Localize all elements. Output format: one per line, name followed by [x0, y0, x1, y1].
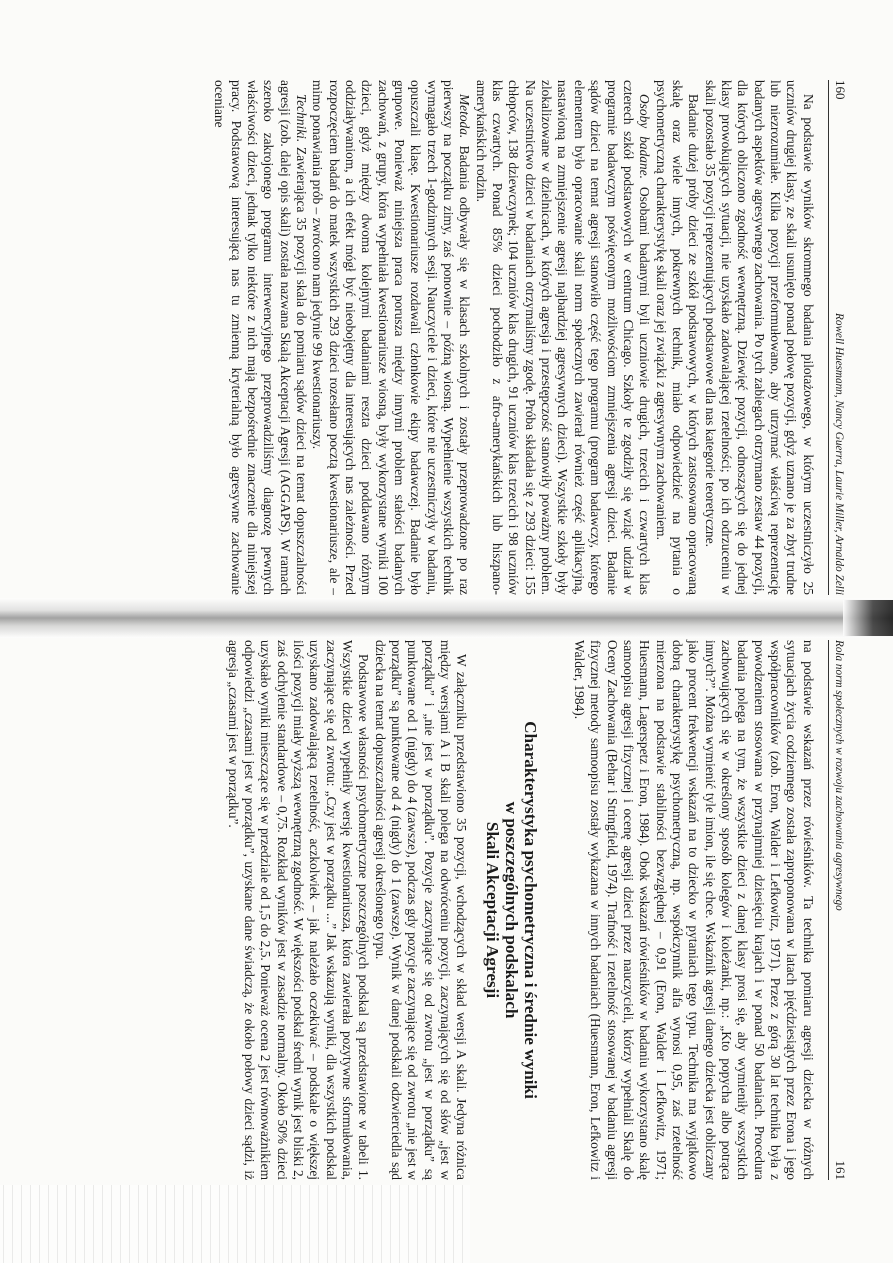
paragraph-osoby: [472, 80, 652, 595]
section-lead: Techniki.: [294, 94, 309, 143]
section-lead: Metoda.: [457, 94, 473, 139]
paragraph-techniki: [211, 80, 309, 595]
page-161: [138, 640, 848, 1180]
running-head-authors: Rowell Huesmann, Nancy Guerra, Laurie Miller, Arnaldo Zelli: [833, 313, 845, 595]
paragraph: Badanie dużej próby dzieci ze szkół podstawowych, w których zastosowano opracowaną skalę oraz wiele innych, pokrewnych technik, miało odpowiedzieć na pytania o psychometryczną charakterystykę skali oraz jej związki z agresywnym zachowaniem.: [653, 80, 702, 595]
heading-line: Skali Akceptacji Agresji: [483, 821, 503, 999]
scan-artifact: [0, 1185, 470, 1263]
running-header: [828, 640, 848, 1180]
section-lead: Osoby badane.: [637, 94, 653, 179]
section-text: Zawierająca 35 pozycji skala do pomiaru sądów dzieci na temat dopuszczalności agresji (zob. dalej opis skali) została nazwana Skalą Akceptacji Agresji (AGGAPS). W ramach szeroko zakrojonego programu interwencyjnego przeprowadziliśmy diagnozę pewnych właściwości dzieci, jednak tylko niektóre z nich mają bezpośrednie znaczenie dla niniejszej pracy. Podstawową interesującą nas tu zmienną kryterialną było agresywne zachowanie oceniane: [212, 80, 309, 595]
heading-line: w poszczególnych podskalach: [502, 801, 522, 1019]
page-number: 160: [833, 80, 848, 100]
running-head-title: Rola norm społecznych w rozwoju zachowania agresywnego: [833, 640, 845, 911]
page-160: [143, 80, 848, 595]
paragraph: na podstawie wskazań przez rówieśników. Ta technika pomiaru agresji dziecka w różnych sytuacjach życia codziennego została zaproponowana w latach pięćdziesiątych przez Erona i jego współpracowników (zob. Eron, Walder i Lefkowitz, 1971). Przez z górą 30 lat technika była z powodzeniem stosowana w przynajmniej dziesięciu krajach i w ponad 50 badaniach. Procedura badania polega na tym, że wszystkie dzieci z danej klasy prosi się, aby wymieniły wszystkich zachowujących się w określony sposób kolegów i koleżanki, np.: „Kto popycha albo potrąca innych?”. Można wymienić tyle imion, ile się chce. Wskaźnik agresji danego dziecka jest obliczany jako procent frekwencji wskazań na to dziecko w pytaniach tego typu. Technika ma wyjątkowo dobrą charakterystykę psychometryczną, np. współczynnik alfa wynosi 0,95, zaś rzetelność mierzona na podstawie stabilności bezwzględnej – 0,91 (Eron, Walder i Lefkowitz, 1971; Huesmann, Lagerspetz i Eron, 1984). Obok wskazań rówieśników w badaniu wykorzystano skalę samoopisu agresji fizycznej i ocenę agresji dzieci przez nauczycieli, którzy wypełniali Skalę do Oceny Zachowania (Behar i Stringfield, 1974). Trafność i rzetelność stosowanej w badaniu agresji fizycznej metody samoopisu zostały wykazana w innych badaniach (Huesmann, Eron, Lefkowitz i Walder, 1984).: [571, 640, 816, 1180]
binding-edge: [843, 600, 893, 636]
running-header: [828, 80, 848, 595]
page-number: 161: [833, 1160, 848, 1180]
paragraph-metoda: [309, 80, 472, 595]
paragraph: W załączniku przedstawiono 35 pozycji, wchodzących w skład wersji A skali. Jedyna różnica między wersjami A i B skali polega na odwróceniu pozycji, zaczynających się od słów „jest w porządku” i „nie jest w porządku”. Pozycje zaczynające się od zwrotu „jest w porządku” są punktowane od 1 (nigdy) do 4 (zawsze), podczas gdy pozycje zaczynające się od zwrotu „nie jest w porządku” są punktowane od 4 (nigdy) do 1 (zawsze). Wynik w danej podskali odzwierciedla sąd dziecka na temat dopuszczalności agresji określonego typu.: [372, 640, 470, 1180]
section-text: Osobami badanymi byli uczniowie drugich, trzecich i czwartych klas czterech szkół podstawowych w centrum Chicago. Szkoły te zgodziły się wziąć udział w programie badawczym poświęconym możliwościom zmniejszenia agresji dzieci. Badanie sądów dzieci na temat agresji stanowiło część tego programu (program badawczy, którego elementem było opracowanie skali norm społecznych zawierał również część aplikacyjną, nastawioną na zmniejszenie agresji najbardziej agresywnych dzieci). Wszystkie szkoły były zlokalizowane w dzielnicach, w których agresja i przestępczość stanowiły poważny problem. Na uczestnictwo dzieci w badaniach otrzymaliśmy zgodę. Próba składała się z 293 dzieci: 155 chłopców, 138 dziewczynek; 104 uczniów klas drugich, 91 uczniów klas trzecich i 98 uczniów klas czwartych. Ponad 85% dzieci pochodziło z afro-amerykańskich lub hiszpano-amerykańskich rodzin.: [473, 80, 653, 595]
paragraph: Podstawowe własności psychometryczne poszczególnych podskal są przedstawione w tabeli 1. Wszystkie dzieci wypełniły wersję kwestionariusza, która zawierała pozytywne sformułowania, zaczynające się od zwrotu: „Czy jest w porządku ...” Jak wskazują wyniki, dla wszystkich podskal uzyskano zadowalającą rzetelność, aczkolwiek – jak należało oczekiwać – podskale o większej ilości pozycji miały wyższą wewnętrzną zgodność. W większości podskal średni wynik jest bliski 2, zaś odchylenie standardowe – 0,75. Rozkład wyników jest w zasadzie normalny. Około 50% dzieci uzyskało wyniki mieszczące się w przedziale od 1,5 do 2,5. Ponieważ ocena 2 jest równoważnikiem odpowiedzi „czasami jest w porządku”, uzyskane dane świadczą, że około połowy dzieci sądzi, iż agresja „czasami jest w porządku”.: [225, 640, 372, 1180]
paragraph: Na podstawie wyników skromnego badania pilotażowego, w którym uczestniczyło 25 uczniów drugiej klasy, ze skali usunięto ponad połowę pozycji, gdyż uznano je za zbyt trudne lub niezrozumiałe. Kilka pozycji przeformułowano, aby utrzymać właściwą reprezentację badanych aspektów agresywnego zachowania. Po tych zabiegach otrzymano zestaw 44 pozycji, dla których obliczono zgodność wewnętrzną. Dziewięć pozycji, odnoszących się do jednej klasy prowokujących sytuacji, nie uzyskało zadowalającej rzetelności; po ich odrzuceniu w skali pozostało 35 pozycji reprezentujących podstawowe dla nas kategorie teoretyczne.: [702, 80, 816, 595]
book-spine-shadow: [0, 598, 893, 638]
section-text: Badania odbywały się w klasach szkolnych i zostały przeprowadzone po raz pierwszy na początku zimy, zaś ponownie – późną wiosną. Wypełnienie wszystkich technik wymagało trzech 1-godzinnych sesji. Nauczyciele i dzieci, które nie uczestniczyły w badaniu, opuszczali klasę. Kwestionariusze rozdawali członkowie ekipy badawczej. Badanie było grupowe. Ponieważ niniejsza praca porusza między innymi problem stałości badanych zachowań, z grupy, która wypełniała kwestionariusze wiosną, były wykorzystane wyniki 100 dzieci, gdyż między dwoma kolejnymi badaniami reszta dzieci poddawano różnym oddziaływaniom, a ich efekt mógł być nieobojętny dla interesujących nas zależności. Przed rozpoczęciem badań do matek wszystkich 293 dzieci rozesłano pocztą kwestionariusze, ale – mimo ponawiania prób – zwrócono nam jedynie 99 kwestionariuszy.: [310, 80, 473, 595]
heading-line: Charakterystyka psychometryczna i średnie wyniki: [521, 721, 541, 1099]
section-heading: [484, 640, 541, 1180]
